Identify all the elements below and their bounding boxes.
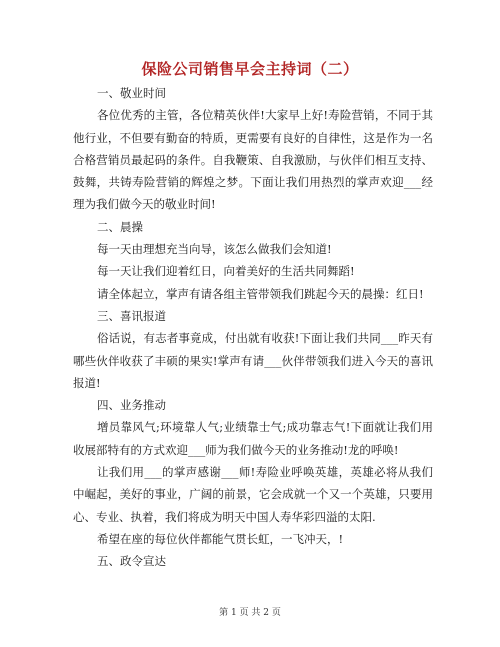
document-body bbox=[73, 82, 433, 573]
section-heading-2: 二、晨操 bbox=[97, 219, 143, 234]
section-4-paragraph-3: 希望在座的每位伙伴都能气贯长虹，一飞冲天，! bbox=[97, 531, 344, 546]
page-footer: 第 1 页 共 2 页 bbox=[219, 608, 281, 618]
section-1-paragraph-1: 各位优秀的主管，各位精英伙伴!大家早上好!寿险营销，不同于其他行业，不但要有勤奋的特质，更需要有良好的自律性，这是作为一名合格营销员最起码的条件。自我鞭策、自我激励，与伙伴们相互支持、鼓舞，共铸寿险营销的辉煌之梦。下面让我们用热烈的掌声欢迎___经理为我们做今天的敬业时间! bbox=[73, 108, 433, 212]
section-2-paragraph-2: 每一天让我们迎着红日，向着美好的生活共同舞蹈! bbox=[97, 264, 355, 279]
section-4-paragraph-2: 让我们用___的掌声感谢___师!寿险业呼唤英雄，英雄必将从我们中崛起，美好的事业，广阔的前景，它会成就一个又一个英雄，只要用心、专业、执着，我们将成为明天中国人寿华彩四溢的太阳. bbox=[73, 465, 433, 524]
section-heading-4: 四、业务推动 bbox=[97, 398, 166, 413]
section-3-paragraph-1: 俗话说，有志者事竟成，付出就有收获!下面让我们共同___昨天有哪些伙伴收获了丰硕的果实!掌声有请___伙伴带领我们进入今天的喜讯报道! bbox=[73, 331, 433, 390]
section-heading-5: 五、政令宣达 bbox=[97, 554, 166, 569]
section-4-paragraph-1: 增员靠风气;环境靠人气;业绩靠士气;成功靠志气!下面就让我们用收展部特有的方式欢迎___师为我们做今天的业务推动!龙的呼唤! bbox=[73, 420, 433, 457]
section-2-paragraph-1: 每一天由理想充当向导，该怎么做我们会知道! bbox=[97, 242, 332, 257]
section-2-paragraph-3: 请全体起立，掌声有请各组主管带领我们跳起今天的晨操：红日! bbox=[97, 286, 424, 301]
section-heading-3: 三、喜讯报道 bbox=[97, 308, 166, 323]
section-heading-1: 一、敬业时间 bbox=[97, 86, 166, 100]
document-title: 保险公司销售早会主持词（二） bbox=[141, 60, 359, 78]
